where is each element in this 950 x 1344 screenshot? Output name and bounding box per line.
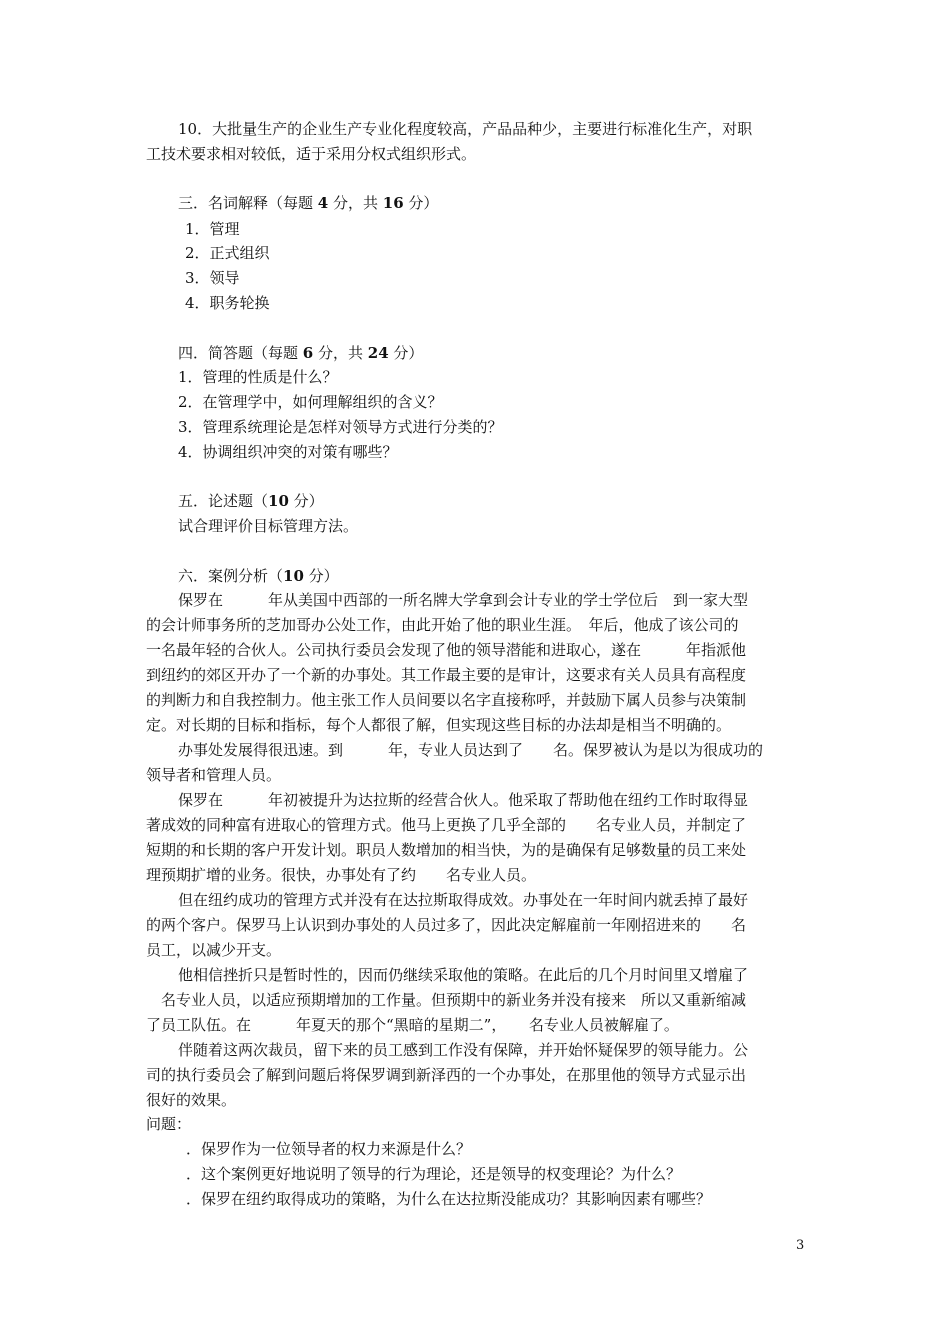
case-line: 定。对长期的目标和指标，每个人都很了解，但实现这些目标的办法却是相当不明确的。 [146,716,732,734]
case-line: 保罗在 年从美国中西部的一所名牌大学拿到会计专业的学士学位后 到一家大型 [178,591,749,609]
list-item: 2．正式组织 [185,244,270,262]
question-item: ．这个案例更好地说明了领导的行为理论，还是领导的权变理论？为什么？ [186,1165,682,1183]
case-line: 了员工队伍。在 年夏天的那个“黑暗的星期二”， 名专业人员被解雇了。 [146,1016,679,1034]
section-3-heading: 三．名词解释（每题 4 分，共 16 分） [178,194,439,212]
case-line: 领导者和管理人员。 [146,766,282,784]
case-line: 保罗在 年初被提升为达拉斯的经营合伙人。他采取了帮助他在纽约工作时取得显 [178,791,749,809]
case-line: 理预期扩增的业务。很快，办事处有了约 名专业人员。 [146,866,537,884]
question-item: ．保罗在纽约取得成功的策略，为什么在达拉斯没能成功？其影响因素有哪些？ [186,1190,712,1208]
case-line: 到纽约的郊区开办了一个新的办事处。其工作最主要的是审计，这要求有关人员具有高程度 [146,666,747,684]
case-line: 的会计师事务所的芝加哥办公处工作，由此开始了他的职业生涯。 年后，他成了该公司的 [146,616,739,634]
case-line: 的判断力和自我控制力。他主张工作人员间要以名字直接称呼，并鼓励下属人员参与决策制 [146,691,747,709]
list-item: 3．管理系统理论是怎样对领导方式进行分类的？ [178,418,503,436]
questions-label: 问题： [146,1115,192,1133]
list-item: 3．领导 [185,269,240,287]
case-line: 伴随着这两次裁员，留下来的员工感到工作没有保障，并开始怀疑保罗的领导能力。公 [178,1041,749,1059]
case-line: 的两个客户。保罗马上认识到办事处的人员过多了，因此决定解雇前一年刚招进来的 名 [146,916,747,934]
list-item: 1．管理的性质是什么？ [178,368,338,386]
list-item: 1．管理 [185,220,240,238]
section-4-heading: 四．简答题（每题 6 分，共 24 分） [178,344,424,362]
case-line: 司的执行委员会了解到问题后将保罗调到新泽西的一个办事处，在那里他的领导方式显示出 [146,1066,747,1084]
case-line: 员工，以减少开支。 [146,941,282,959]
case-line: 很好的效果。 [146,1091,237,1109]
page-number: 3 [796,1238,805,1253]
q10-line-1: 10．大批量生产的企业生产专业化程度较高，产品品种少，主要进行标准化生产，对职 [178,120,753,138]
question-item: ．保罗作为一位领导者的权力来源是什么？ [186,1140,472,1158]
q10-line-2: 工技术要求相对较低，适于采用分权式组织形式。 [146,145,477,163]
section-6-heading: 六．案例分析（10 分） [178,567,339,585]
list-item: 4．职务轮换 [185,294,270,312]
case-line: 名专业人员，以适应预期增加的工作量。但预期中的新业务并没有接来 所以又重新缩减 [146,991,747,1009]
list-item: 2．在管理学中，如何理解组织的含义？ [178,393,443,411]
section-5-body: 试合理评价目标管理方法。 [178,517,359,535]
case-line: 办事处发展得很迅速。到 年，专业人员达到了 名。保罗被认为是以为很成功的 [178,741,764,759]
case-line: 短期的和长期的客户开发计划。职员人数增加的相当快，为的是确保有足够数量的员工来处 [146,841,747,859]
section-5-heading: 五．论述题（10 分） [178,492,324,510]
case-line: 著成效的同种富有进取心的管理方式。他马上更换了几乎全部的 名专业人员，并制定了 [146,816,747,834]
case-line: 他相信挫折只是暂时性的，因而仍继续采取他的策略。在此后的几个月时间里又增雇了 [178,966,749,984]
case-line: 但在纽约成功的管理方式并没有在达拉斯取得成效。办事处在一年时间内就丢掉了最好 [178,891,749,909]
list-item: 4．协调组织冲突的对策有哪些？ [178,443,398,461]
case-line: 一名最年轻的合伙人。公司执行委员会发现了他的领导潜能和进取心，遂在 年指派他 [146,641,747,659]
